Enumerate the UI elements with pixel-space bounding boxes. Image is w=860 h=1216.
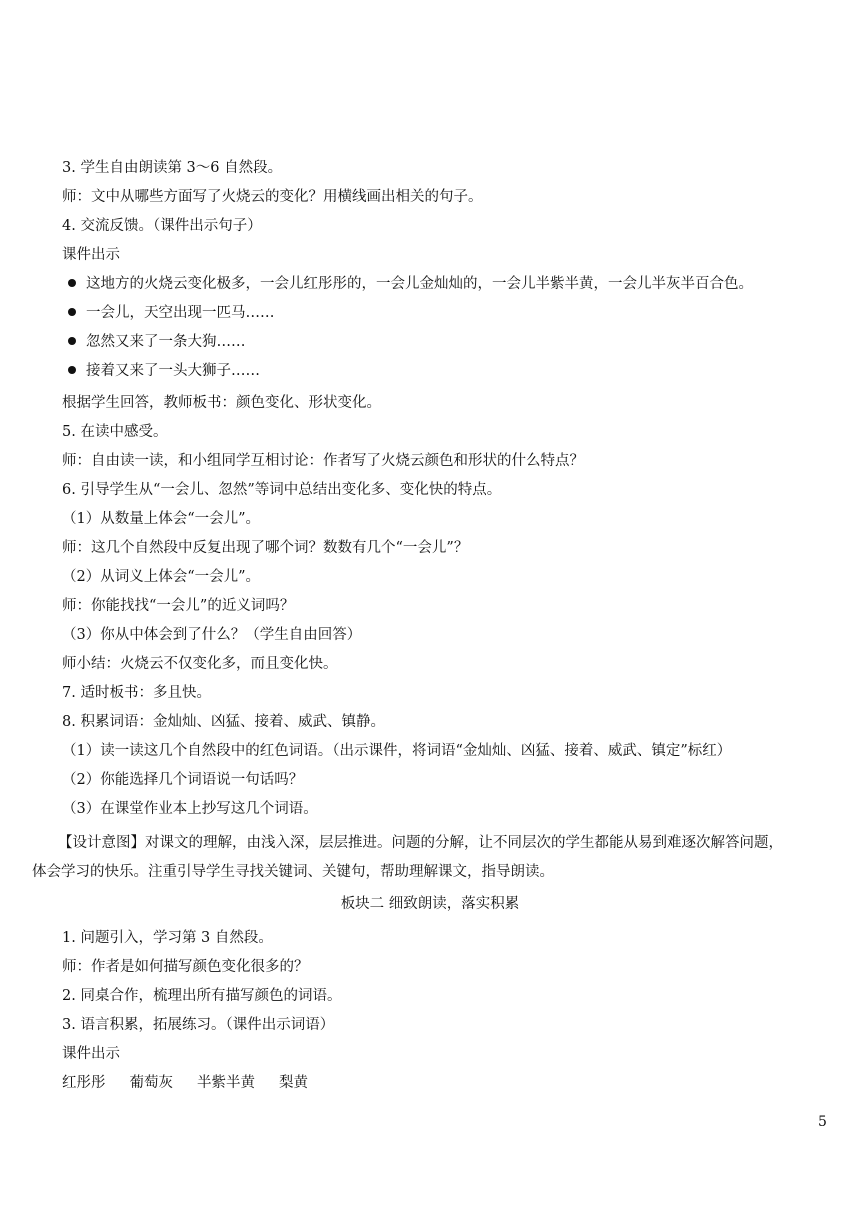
text-line: （3）在课堂作业本上抄写这几个词语。: [62, 801, 318, 817]
text-line: 3. 语言积累，拓展练习。（课件出示词语）: [62, 1017, 335, 1033]
text-line: 4. 交流反馈。（课件出示句子）: [62, 218, 262, 234]
text-line: 师：自由读一读，和小组同学互相讨论：作者写了火烧云颜色和形状的什么特点？: [62, 453, 584, 469]
text-line: （1）从数量上体会“一会儿”。: [62, 511, 261, 527]
text-line: （1）读一读这几个自然段中的红色词语。（出示课件，将词语“金灿灿、凶猛、接着、威武、镇定”标红）: [62, 743, 732, 759]
bullet-dot-icon: [68, 366, 76, 374]
word-list: [62, 1073, 332, 1093]
text-line: 师：文中从哪些方面写了火烧云的变化？用横线画出相关的句子。: [62, 189, 483, 205]
text-line: 课件出示: [62, 1046, 120, 1062]
text-line: 1. 问题引入，学习第 3 自然段。: [62, 930, 273, 946]
text-line: （2）从词义上体会“一会儿”。: [62, 569, 261, 585]
text-line: 师小结：火烧云不仅变化多，而且变化快。: [62, 656, 338, 672]
text-line: 师：你能找找“一会儿”的近义词吗？: [62, 598, 295, 614]
bullet-item: 这地方的火烧云变化极多，一会儿红彤彤的，一会儿金灿灿的，一会儿半紫半黄，一会儿半灰半百合色。: [68, 274, 753, 294]
bullet-dot-icon: [68, 308, 76, 316]
bullet-dot-icon: [68, 279, 76, 287]
section-heading: 板块二 细致朗读，落实积累: [340, 896, 520, 912]
text-line: 课件出示: [62, 247, 120, 263]
bullet-dot-icon: [68, 337, 76, 345]
text-line: 6. 引导学生从“一会儿、忽然”等词中总结出变化多、变化快的特点。: [62, 482, 502, 498]
bullet-item: 忽然又来了一条大狗……: [68, 332, 246, 352]
design-intent-line: 体会学习的快乐。注重引导学生寻找关键词、关键句，帮助理解课文，指导朗读。: [32, 864, 554, 880]
word-item: 梨黄: [279, 1075, 308, 1091]
text-line: （2）你能选择几个词语说一句话吗？: [62, 772, 304, 788]
text-line: 3. 学生自由朗读第 3～6 自然段。: [62, 160, 283, 176]
text-line: 2. 同桌合作，梳理出所有描写颜色的词语。: [62, 988, 342, 1004]
bullet-item: 一会儿，天空出现一匹马……: [68, 303, 275, 323]
text-line: 7. 适时板书：多且快。: [62, 685, 211, 701]
word-item: 葡萄灰: [129, 1075, 173, 1091]
bullet-item: 接着又来了一头大狮子……: [68, 361, 260, 381]
page-number: 5: [818, 1114, 827, 1130]
word-item: 半紫半黄: [197, 1075, 255, 1091]
text-line: 师：作者是如何描写颜色变化很多的？: [62, 959, 309, 975]
text-line: 5. 在读中感受。: [62, 424, 168, 440]
text-line: 师：这几个自然段中反复出现了哪个词？数数有几个“一会儿”？: [62, 540, 469, 556]
text-line: 根据学生回答，教师板书：颜色变化、形状变化。: [62, 395, 381, 411]
text-line: （3）你从中体会到了什么？（学生自由回答）: [62, 627, 362, 643]
text-line: 8. 积累词语：金灿灿、凶猛、接着、威武、镇静。: [62, 714, 385, 730]
design-intent-line: 【设计意图】对课文的理解，由浅入深，层层推进。问题的分解，让不同层次的学生都能从易到难逐次解答问题，: [58, 835, 783, 851]
word-item: 红彤彤: [62, 1075, 106, 1091]
